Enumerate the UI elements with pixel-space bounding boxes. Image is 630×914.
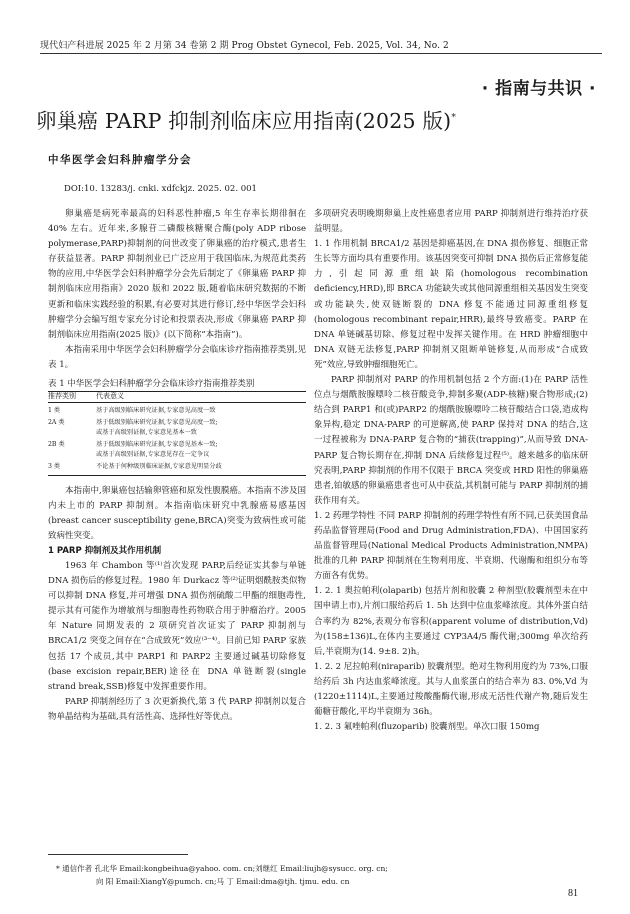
table-cell-meaning bbox=[96, 462, 306, 472]
table-row bbox=[48, 415, 306, 437]
table-row bbox=[48, 403, 306, 416]
footnote bbox=[56, 862, 576, 888]
table-cell-meaning bbox=[96, 440, 306, 459]
author-group: 中华医学会妇科肿瘤学分会 bbox=[48, 154, 192, 166]
subsection-paragraph: 1. 2. 3 氟唑帕利(fluzoparib) 胶囊剂型。单次口服 150mg bbox=[314, 722, 540, 733]
subsection-paragraph: 1. 2. 2 尼拉帕利(niraparib) 胶囊剂型。绝对生物利用度约为 73%,口服给药后 3h 内达血浆峰浓度。其与人血浆蛋白的结合率为 83. 0%,Vd 为(1220±1114)L,主要通过羧酸酯酶代谢,形成无活性代谢产物,随后发生葡糖苷酸化,平均半衰期为 36h。 bbox=[314, 661, 588, 718]
paragraph: PARP 抑制剂经历了 3 次更新换代,第 3 代 PARP 抑制剂以复合物单晶结构为基础,具有活性高、选择性好等优点。 bbox=[48, 696, 306, 722]
table-row bbox=[48, 459, 306, 476]
subsection-paragraph: 1. 2. 1 奥拉帕利(olaparib) 包括片剂和胶囊 2 种剂型(胶囊剂型未在中国申请上市),片剂口服给药后 1. 5h 达到中位血浆峰浓度。其体外蛋白结合率约为 82%,表观分布容积(apparent volume of distribution,Vd)为(158±136)L,在体内主要通过 CYP3A4/5 酶代谢;300mg 单次给药后,半衰期为(14. 9±8. 2)h。 bbox=[314, 586, 588, 657]
table-header-cell: 代表意义 bbox=[96, 392, 124, 401]
title-footnote-mark: * bbox=[451, 113, 457, 124]
article-title bbox=[36, 104, 456, 134]
subsection-paragraph: 1. 1 作用机制 BRCA1/2 基因是抑癌基因,在 DNA 损伤修复、细胞正常生长等方面均具有重要作用。该基因突变可抑制 DNA 损伤后正常修复能力,引起同源重组缺陷(homologous recombination deficiency,HRD),即 BRCA 功能缺失或其他同源重组相关基因发生突变或功能缺失,使双链断裂的 DNA 修复不能通过同源重组修复(homologous recombinant repair,HRR),最终导致癌变。PARP 在 DNA 单链碱基切除、修复过程中发挥关键作用。在 HRD 肿瘤细胞中 DNA 双链无法修复,PARP 抑制剂又阻断单链修复,从而形成“合成致死”效应,导致肿瘤细胞死亡。 bbox=[314, 239, 588, 370]
paragraph: 本指南中,卵巢癌包括输卵管癌和原发性腹膜癌。本指南不涉及国内未上市的 PARP 抑制剂。本指南临床研究中乳腺癌易感基因(breast cancer susceptibility gene,BRCA)突变为致病性或可能致病性突变。 bbox=[48, 485, 306, 541]
table-cell-category: 1 类 bbox=[48, 406, 61, 414]
table-cell-category: 3 类 bbox=[48, 463, 61, 471]
recommendation-table bbox=[48, 377, 306, 476]
table-caption: 表 1 中华医学会妇科肿瘤学分会临床诊疗指南推荐类别 bbox=[48, 379, 255, 390]
table-row bbox=[48, 437, 306, 459]
paragraph: PARP 抑制剂对 PARP 的作用机制包括 2 个方面:(1)在 PARP 活性位点与烟酰胺腺嘌呤二核苷酸竞争,抑制多聚(ADP-核糖)聚合物形成;(2)结合到 PARP1 和(或)PARP2 的烟酰胺腺嘌呤二核苷酸结合口袋,造成构象异构,稳定 DNA-PARP 的可逆解离,使 PARP 保持对 DNA 的结合,这一过程被称为 DNA-PARP 复合物的“捕获(trapping)”,从而导致 DNA-PARP 复合物长期存在,抑制 DNA 后续修复过程⁽⁵⁾。越来越多的临床研究表明,PARP 抑制剂的作用不仅限于 BRCA 突变或 HRD 阳性的卵巢癌患者,铂敏感的卵巢癌患者也可从中获益,其机制可能与 PARP 抑制剂的捕获作用有关。 bbox=[314, 375, 588, 506]
table-cell-line: 或基于高级别证据,专家意见基本一致 bbox=[96, 428, 197, 436]
section-tag: · 指南与共识 · bbox=[481, 79, 596, 99]
section-heading: 1 PARP 抑制剂及其作用机制 bbox=[48, 545, 162, 556]
left-column bbox=[48, 207, 306, 725]
title-text: 卵巢癌 PARP 抑制剂临床应用指南(2025 版) bbox=[36, 109, 452, 133]
table-cell-category: 2B 类 bbox=[48, 441, 65, 449]
table-cell-line: 基于高级别临床研究证据,专家意见高度一致 bbox=[96, 406, 216, 414]
header-rule bbox=[40, 53, 602, 54]
paragraph: 多项研究表明晚期卵巢上皮性癌患者应用 PARP 抑制剂进行维持治疗获益明显。 bbox=[314, 209, 588, 235]
table-cell-line: 或基于高级别证据,专家意见存在一定争议 bbox=[96, 450, 210, 458]
subsection-paragraph: 1. 2 药理学特性 不同 PARP 抑制剂的药理学特性有所不同,已获美国食品药品监督管理局(Food and Drug Administration,FDA)、中国国家药品监督管理局(National Medical Products Administration,NMPA)批准的几种 PARP 抑制剂在生物利用度、半衰期、代谢酶和组织分布等方面各有优势。 bbox=[314, 510, 588, 582]
doi: DOI:10. 13283/j. cnki. xdfckjz. 2025. 02. 001 bbox=[64, 184, 257, 194]
page-number: 81 bbox=[568, 888, 578, 899]
table-header-cell: 推荐类别 bbox=[48, 392, 76, 401]
table-cell-meaning bbox=[96, 406, 306, 416]
footnote-line: * 通信作者 孔北华 Email:kongbeihua@yahoo. com. cn;刘继红 Email:liujh@sysucc. org. cn; bbox=[56, 864, 388, 873]
paragraph: 卵巢癌是病死率最高的妇科恶性肿瘤,5 年生存率长期徘徊在 40% 左右。近年来,多腺苷二磷酸核糖聚合酶(poly ADP ribose polymerase,PARP)抑制剂的问世改变了卵巢癌的治疗模式,患者生存获益显著。PARP 抑制剂业已广泛应用于我国临床,为规范此类药物的应用,中华医学会妇科肿瘤学分会先后制定了《卵巢癌 PARP 抑制剂临床应用指南》2020 版和 2022 版,随着临床研究数据的不断更新和临床实践经验的积累,有必要对其进行修订,经中华医学会妇科肿瘤学分会编写组专家充分讨论和投票表决,形成《卵巢癌 PARP 抑制剂临床应用指南(2025 版)》(以下简称“本指南”)。 bbox=[48, 209, 306, 340]
table-header-row bbox=[48, 392, 306, 402]
right-column bbox=[314, 207, 588, 735]
table-cell-line: 基于低级别临床研究证据,专家意见高度一致; bbox=[96, 419, 218, 427]
footnote-line: 向 阳 Email:XiangY@pumch. cn;马 丁 Email:dma@tjh. tjmu. edu. cn bbox=[96, 877, 350, 886]
table-cell-meaning bbox=[96, 418, 306, 437]
table-cell-line: 不论基于何种级别临床证据,专家意见明显分歧 bbox=[96, 463, 222, 471]
paragraph: 本指南采用中华医学会妇科肿瘤学分会临床诊疗指南推荐类别,见表 1。 bbox=[48, 344, 306, 370]
table-cell-line: 基于低级别临床研究证据,专家意见基本一致; bbox=[96, 441, 218, 449]
paragraph: 1963 年 Chambon 等⁽¹⁾首次发现 PARP,后经证实其参与单链 DNA 损伤后的修复过程。1980 年 Durkacz 等⁽²⁾证明烟酰胺类似物可以抑制 DNA 修复,并可增强 DNA 损伤剂硫酸二甲酯的细胞毒性,提示其有可能作为增敏剂与细胞毒性药物联合用于肿瘤治疗。2005 年 Nature 同期发表的 2 项研究首次证实了 PARP 抑制剂与 BRCA1/2 突变之间存在“合成致死”效应⁽³⁻⁴⁾。目前已知 PARP 家族包括 17 个成员,其中 PARP1 和 PARP2 主要通过碱基切除修复(base excision repair,BER)途径在 DNA 单链断裂(single strand break,SSB)修复中发挥重要作用。 bbox=[48, 561, 306, 692]
running-header: 现代妇产科进展 2025 年 2 月第 34 卷第 2 期 Prog Obstet Gynecol, Feb. 2025, Vol. 34, No. 2 bbox=[40, 41, 449, 51]
footnote-rule bbox=[48, 854, 188, 855]
table-cell-category: 2A 类 bbox=[48, 419, 65, 427]
